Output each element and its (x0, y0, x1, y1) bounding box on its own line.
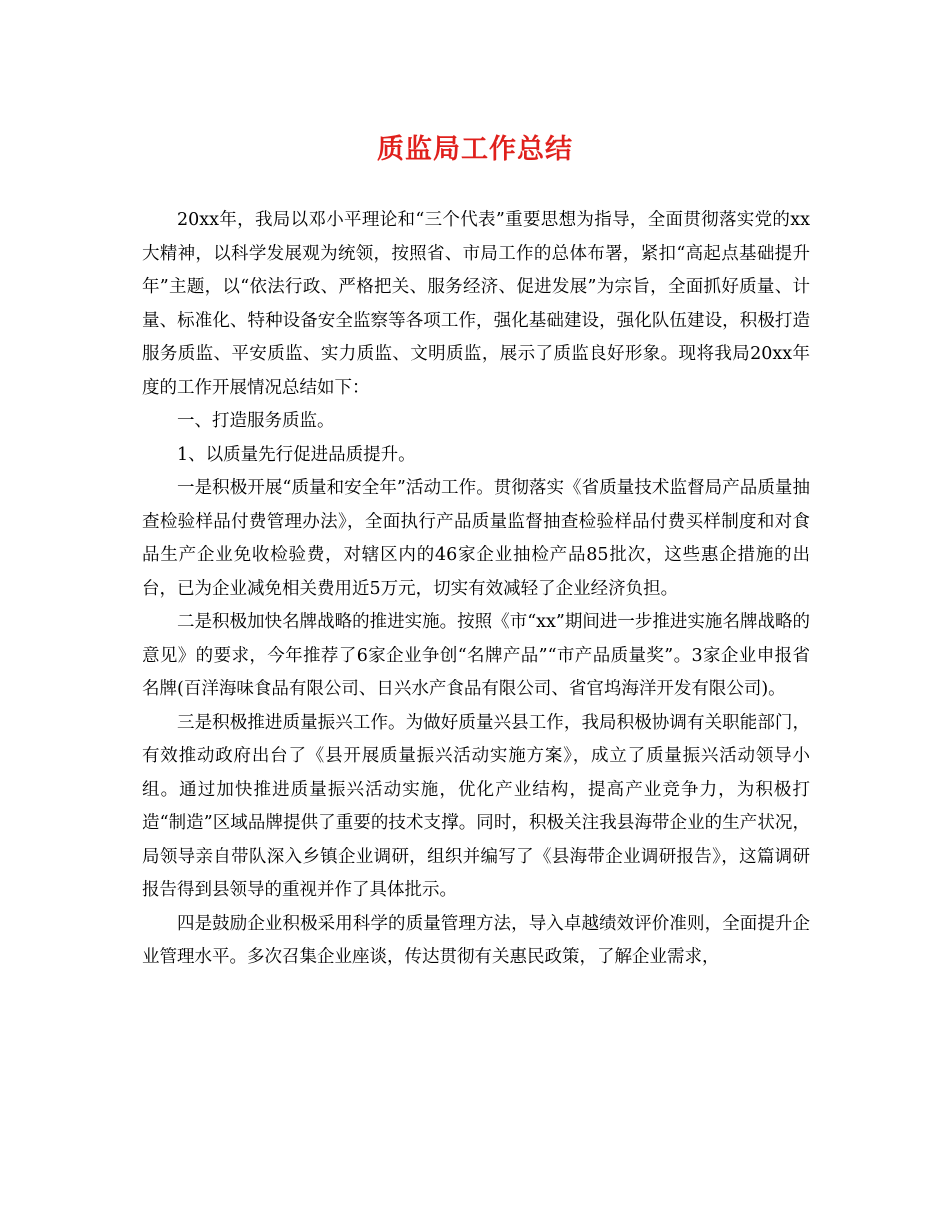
paragraph-item-4: 四是鼓励企业积极采用科学的质量管理方法，导入卓越绩效评价准则，全面提升企业管理水平。多次召集企业座谈，传达贯彻有关惠民政策，了解企业需求， (142, 913, 810, 967)
document-body (142, 204, 810, 975)
section-heading: 一、打造服务质监。 (177, 411, 335, 431)
paragraph-item-1: 一是积极开展“质量和安全年”活动工作。贯彻落实《省质量技术监督局产品质量抽查检验样品付费管理办法》，全面执行产品质量监督抽查检验样品付费买样制度和对食品生产企业免收检验费，对辖区内的46家企业抽检产品85批次，这些惠企措施的出台，已为企业减免相关费用近5万元，切实有效减轻了企业经济负担。 (142, 478, 810, 599)
paragraph-intro: 20xx年，我局以邓小平理论和“三个代表”重要思想为指导，全面贯彻落实党的xx大精神，以科学发展观为统领，按照省、市局工作的总体布署，紧扣“高起点基础提升年”主题，以“依法行政、严格把关、服务经济、促进发展”为宗旨，全面抓好质量、计量、标准化、特种设备安全监察等各项工作，强化基础建设，强化队伍建设，积极打造服务质监、平安质监、实力质监、文明质监，展示了质监良好形象。现将我局20xx年度的工作开展情况总结如下： (142, 210, 810, 398)
subsection-heading: 1、以质量先行促进品质提升。 (177, 444, 416, 465)
document-title: 质监局工作总结 (377, 134, 573, 165)
paragraph-item-3: 三是积极推进质量振兴工作。为做好质量兴县工作，我局积极协调有关职能部门，有效推动政府出台了《县开展质量振兴活动实施方案》，成立了质量振兴活动领导小组。通过加快推进质量振兴活动实施，优化产业结构，提高产业竞争力，为积极打造“制造”区域品牌提供了重要的技术支撑。同时，积极关注我县海带企业的生产状况，局领导亲自带队深入乡镇企业调研，组织并编写了《县海带企业调研报告》，这篇调研报告得到县领导的重视并作了具体批示。 (142, 712, 810, 900)
paragraph-item-2: 二是积极加快名牌战略的推进实施。按照《市“xx”期间进一步推进实施名牌战略的意见》的要求，今年推荐了6家企业争创“名牌产品”“市产品质量奖”。3家企业申报省名牌(百洋海味食品有限公司、日兴水产食品有限公司、省官坞海洋开发有限公司)。 (142, 612, 810, 699)
